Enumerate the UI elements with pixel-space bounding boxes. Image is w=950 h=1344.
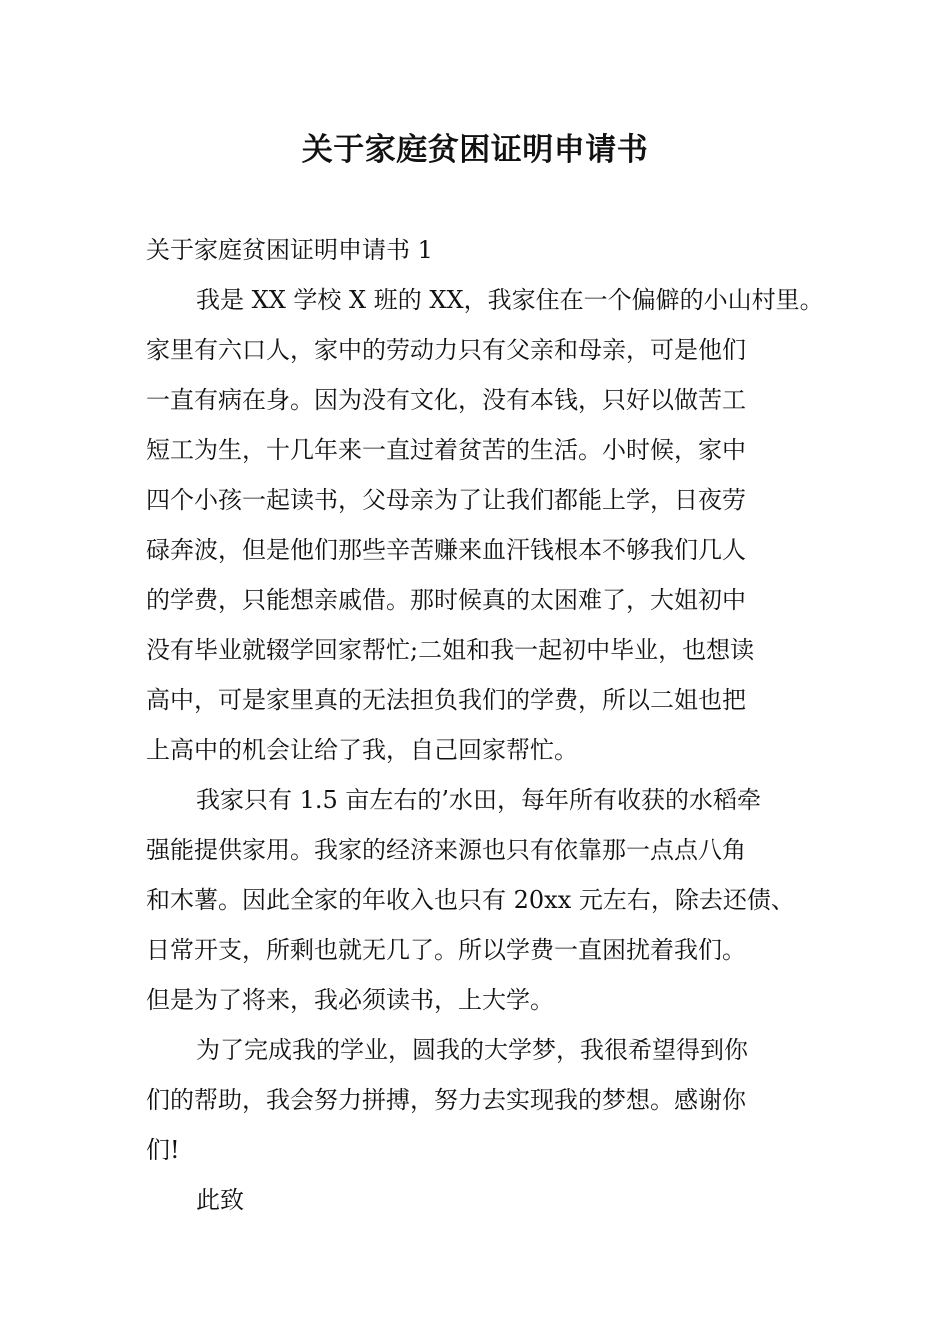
paragraph-line: 上高中的机会让给了我，自己回家帮忙。 <box>146 736 578 764</box>
paragraph-3 <box>146 1025 808 1175</box>
paragraph-line: 和木薯。因此全家的年收入也只有 20xx 元左右，除去还债、 <box>146 886 795 914</box>
paragraph-line: 我是 XX 学校 X 班的 XX，我家住在一个偏僻的小山村里。 <box>196 286 824 314</box>
paragraph-line: 为了完成我的学业，圆我的大学梦，我很希望得到你 <box>196 1036 748 1064</box>
paragraph-line: 家里有六口人，家中的劳动力只有父亲和母亲，可是他们 <box>146 336 746 364</box>
paragraph-line: 一直有病在身。因为没有文化，没有本钱，只好以做苦工 <box>146 386 746 414</box>
paragraph-2 <box>146 775 808 1025</box>
closing-salutation: 此致 <box>196 1186 244 1214</box>
paragraph-line: 的学费，只能想亲戚借。那时候真的太困难了，大姐初中 <box>146 586 746 614</box>
paragraph-line: 短工为生，十几年来一直过着贫苦的生活。小时候，家中 <box>146 436 746 464</box>
paragraph-line: 碌奔波，但是他们那些辛苦赚来血汗钱根本不够我们几人 <box>146 536 746 564</box>
document-title: 关于家庭贫困证明申请书 <box>301 132 649 168</box>
document-body <box>146 225 824 1225</box>
paragraph-line: 我家只有 1.5 亩左右的’水田，每年所有收获的水稻牵 <box>196 786 762 814</box>
paragraph-line: 们! <box>146 1136 180 1164</box>
paragraph-line: 四个小孩一起读书，父母亲为了让我们都能上学，日夜劳 <box>146 486 746 514</box>
paragraph-1 <box>146 275 824 775</box>
paragraph-line: 日常开支，所剩也就无几了。所以学费一直困扰着我们。 <box>146 936 746 964</box>
paragraph-line: 没有毕业就辍学回家帮忙;二姐和我一起初中毕业，也想读 <box>146 636 755 664</box>
paragraph-line: 强能提供家用。我家的经济来源也只有依靠那一点点八角 <box>146 836 746 864</box>
paragraph-line: 高中，可是家里真的无法担负我们的学费，所以二姐也把 <box>146 686 746 714</box>
document-subheading: 关于家庭贫困证明申请书 1 <box>146 236 433 264</box>
paragraph-line: 们的帮助，我会努力拼搏，努力去实现我的梦想。感谢你 <box>146 1086 746 1114</box>
paragraph-line: 但是为了将来，我必须读书，上大学。 <box>146 986 554 1014</box>
